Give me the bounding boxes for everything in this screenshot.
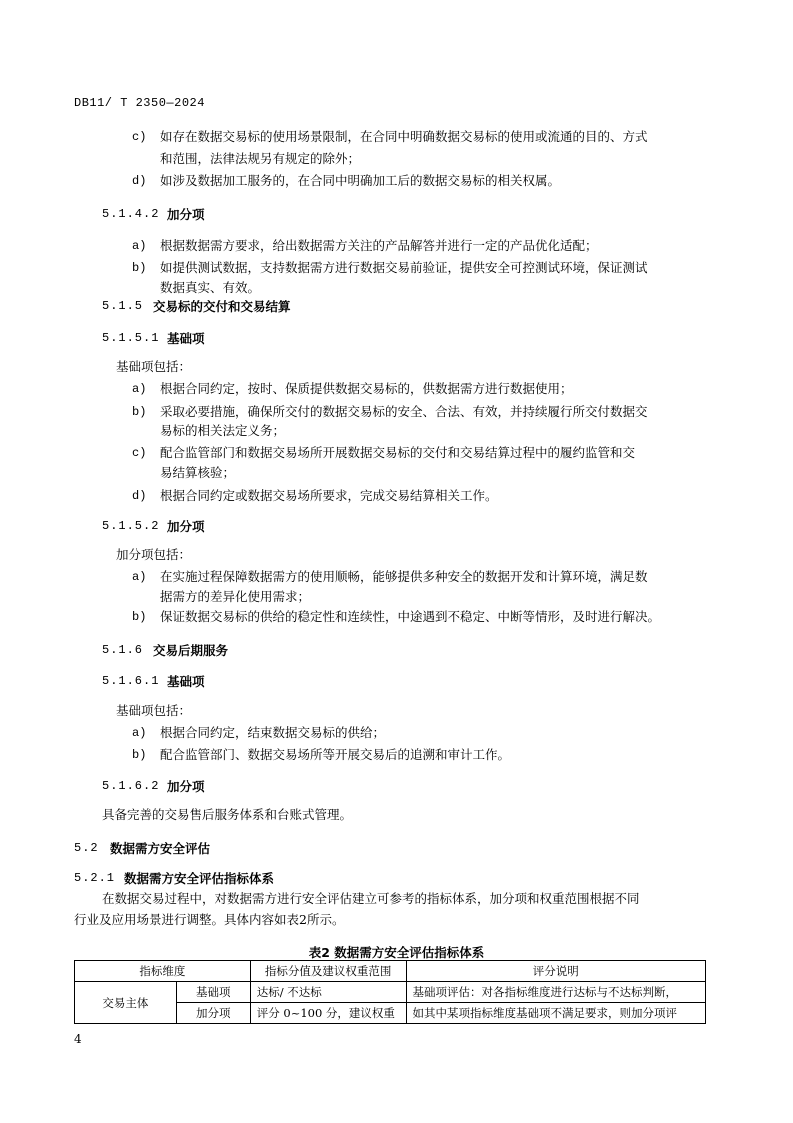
body-paragraph-line: 在数据交易过程中，对数据需方进行安全评估建立可参考的指标体系，加分项和权重范围根据不同 [102, 891, 640, 906]
table-header-cell: 指标维度 [75, 961, 251, 982]
section-title: 基础项 [167, 331, 205, 346]
section-title: 交易后期服务 [153, 643, 229, 658]
section-number: 5.1.5.1 [102, 331, 160, 345]
doc-header-code: DB11/ T 2350—2024 [74, 96, 205, 110]
section-number: 5.1.6.2 [102, 779, 160, 793]
list-item-line: 如存在数据交易标的使用场景限制，在合同中明确数据交易标的使用或流通的目的、方式 [160, 129, 648, 144]
list-label: b) [132, 261, 147, 275]
section-title: 交易标的交付和交易结算 [153, 299, 291, 314]
section-title: 基础项 [167, 674, 205, 689]
table-row [75, 982, 706, 1003]
section-title: 加分项 [167, 207, 205, 222]
section-title: 加分项 [167, 779, 205, 794]
table-cell: 评分 0~100 分，建议权重 [250, 1003, 406, 1024]
list-item-line: 据需方的差异化使用需求； [160, 589, 311, 604]
body-paragraph-line: 行业及应用场景进行调整。具体内容如表2所示。 [74, 912, 345, 927]
table-header-cell: 评分说明 [406, 961, 706, 982]
list-item-line: 在实施过程保障数据需方的使用顺畅，能够提供多种安全的数据开发和计算环境，满足数 [160, 569, 648, 584]
list-item-line: 易结算核验； [160, 465, 236, 480]
list-label: b) [132, 610, 147, 624]
section-number: 5.2.1 [74, 871, 116, 885]
table-header-row [75, 961, 706, 982]
intro-text: 基础项包括： [116, 359, 192, 374]
table-cell: 达标/ 不达标 [250, 982, 406, 1003]
section-title: 数据需方安全评估指标体系 [124, 871, 275, 886]
list-item-line: 易标的相关法定义务； [160, 423, 286, 438]
section-number: 5.1.5.2 [102, 519, 160, 533]
list-label: d) [132, 174, 147, 188]
list-item-line: 采取必要措施，确保所交付的数据交易标的安全、合法、有效，并持续履行所交付数据交 [160, 404, 648, 419]
section-title: 加分项 [167, 519, 205, 534]
table-cell: 如其中某项指标维度基础项不满足要求，则加分项评 [406, 1003, 706, 1024]
table-header-cell: 指标分值及建议权重范围 [250, 961, 406, 982]
list-item-line: 根据合同约定或数据交易场所要求，完成交易结算相关工作。 [160, 488, 498, 503]
table-cell: 基础项评估：对各指标维度进行达标与不达标判断， [406, 982, 706, 1003]
section-number: 5.1.4.2 [102, 207, 160, 221]
section-number: 5.1.6 [102, 643, 144, 657]
table-caption: 表2 数据需方安全评估指标体系 [308, 945, 485, 960]
list-item-line: 根据合同约定，按时、保质提供数据交易标的，供数据需方进行数据使用； [160, 381, 573, 396]
list-label: b) [132, 405, 147, 419]
list-item-line: 如涉及数据加工服务的，在合同中明确加工后的数据交易标的相关权属。 [160, 173, 561, 188]
table-cell: 加分项 [176, 1003, 250, 1024]
table-cell: 基础项 [176, 982, 250, 1003]
intro-text: 基础项包括： [116, 703, 192, 718]
section-title: 数据需方安全评估 [110, 841, 211, 856]
assessment-table [74, 960, 706, 1024]
list-label: c) [132, 446, 147, 460]
table-group-cell: 交易主体 [75, 982, 177, 1024]
list-item-line: 配合监管部门、数据交易场所等开展交易后的追溯和审计工作。 [160, 747, 511, 762]
list-item-line: 配合监管部门和数据交易场所开展数据交易标的交付和交易结算过程中的履约监管和交 [160, 445, 636, 460]
list-item-line: 保证数据交易标的供给的稳定性和连续性，中途遇到不稳定、中断等情形，及时进行解决。 [160, 609, 661, 624]
list-item-line: 和范围，法律法规另有规定的除外； [160, 151, 361, 166]
list-item-line: 数据真实、有效。 [160, 280, 261, 295]
list-label: b) [132, 748, 147, 762]
list-label: a) [132, 382, 147, 396]
body-paragraph: 具备完善的交易售后服务体系和台账式管理。 [102, 807, 353, 822]
list-item-line: 根据数据需方要求，给出数据需方关注的产品解答并进行一定的产品优化适配； [160, 238, 598, 253]
list-label: a) [132, 570, 147, 584]
intro-text: 加分项包括： [116, 547, 192, 562]
list-label: c) [132, 130, 147, 144]
section-number: 5.2 [74, 841, 99, 855]
list-label: a) [132, 726, 147, 740]
section-number: 5.1.6.1 [102, 674, 160, 688]
page-number: 4 [74, 1032, 82, 1046]
list-label: d) [132, 489, 147, 503]
section-number: 5.1.5 [102, 299, 144, 313]
list-item-line: 根据合同约定，结束数据交易标的供给； [160, 725, 386, 740]
list-item-line: 如提供测试数据，支持数据需方进行数据交易前验证，提供安全可控测试环境，保证测试 [160, 260, 648, 275]
list-label: a) [132, 239, 147, 253]
